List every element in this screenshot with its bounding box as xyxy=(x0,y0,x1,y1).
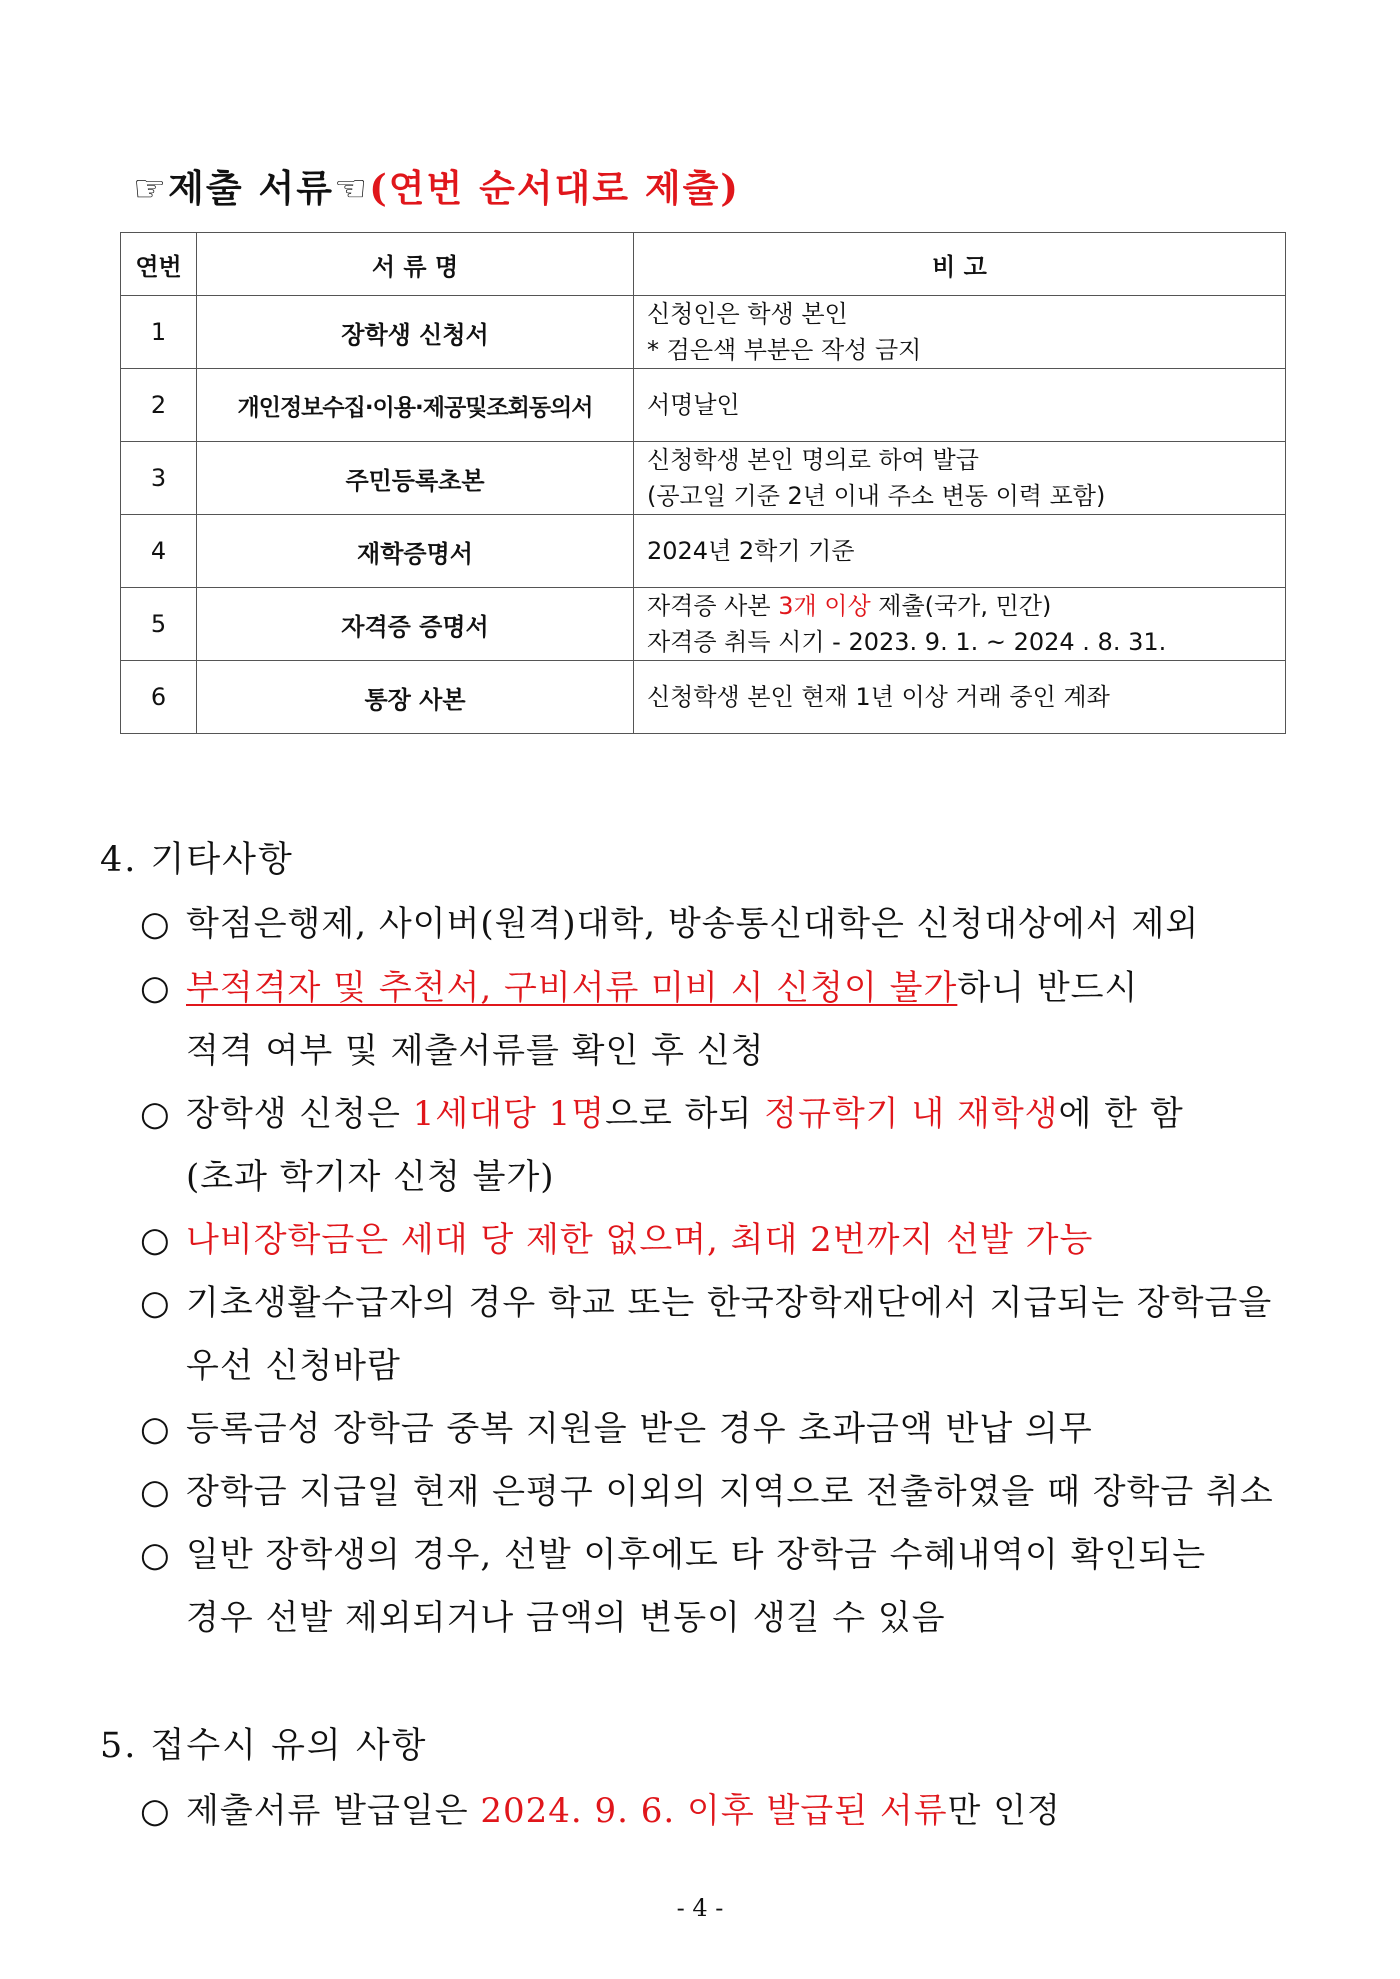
row-number: 1 xyxy=(121,296,197,369)
list-item-text: 에 한 함 xyxy=(1058,1094,1184,1134)
table-header-row xyxy=(121,233,1286,296)
row-document-name: 통장 사본 xyxy=(197,661,634,734)
heading-title: 제출 서류 xyxy=(168,166,335,210)
remarks-line xyxy=(647,588,1285,624)
header-number: 연번 xyxy=(121,233,197,296)
row-remarks xyxy=(634,369,1286,442)
bullet-circle-icon: ○ xyxy=(140,1535,171,1575)
bullet-circle-icon: ○ xyxy=(140,1791,171,1831)
remarks-line: (공고일 기준 2년 이내 주소 변동 이력 포함) xyxy=(647,482,1106,510)
table-row xyxy=(121,296,1286,369)
list-item-highlight: 1세대당 1명 xyxy=(412,1094,606,1134)
bullet-circle-icon: ○ xyxy=(140,904,171,944)
list-item-highlight: 나비장학금은 세대 당 제한 없으며, 최대 2번까지 선발 가능 xyxy=(186,1220,1094,1260)
row-remarks xyxy=(634,588,1286,661)
bullet-circle-icon: ○ xyxy=(140,1220,171,1260)
list-item xyxy=(140,1212,1093,1261)
row-number: 6 xyxy=(121,661,197,734)
table-row xyxy=(121,515,1286,588)
bullet-circle-icon: ○ xyxy=(140,1094,171,1134)
table-row xyxy=(121,369,1286,442)
header-document-name: 서 류 명 xyxy=(197,233,634,296)
remarks-text: 자격증 사본 xyxy=(647,592,779,620)
row-number: 2 xyxy=(121,369,197,442)
list-item-text: 등록금성 장학금 중복 지원을 받은 경우 초과금액 반납 의무 xyxy=(186,1409,1093,1449)
list-item xyxy=(140,1464,1274,1513)
list-item-text: 일반 장학생의 경우, 선발 이후에도 타 장학금 수혜내역이 확인되는 xyxy=(186,1535,1207,1575)
row-document-name: 자격증 증명서 xyxy=(197,588,634,661)
submission-documents-table xyxy=(120,232,1286,734)
row-remarks xyxy=(634,661,1286,734)
list-item-text: 기초생활수급자의 경우 학교 또는 한국장학재단에서 지급되는 장학금을 xyxy=(186,1283,1273,1323)
remarks-line: 2024년 2학기 기준 xyxy=(647,537,855,565)
list-item-text: 장학금 지급일 현재 은평구 이외의 지역으로 전출하였을 때 장학금 취소 xyxy=(186,1472,1274,1512)
heading-subtitle: (연번 순서대로 제출) xyxy=(369,166,740,210)
remarks-text: 제출(국가, 민간) xyxy=(870,592,1052,620)
bullet-circle-icon: ○ xyxy=(140,1283,171,1323)
section-heading xyxy=(133,158,740,212)
remarks-line: 신청인은 학생 본인 xyxy=(647,300,848,328)
pointing-right-hand-icon: ☞ xyxy=(133,167,169,210)
bullet-circle-icon: ○ xyxy=(140,1409,171,1449)
list-item-continuation: 우선 신청바람 xyxy=(186,1346,401,1386)
list-item xyxy=(140,960,1138,1009)
list-item xyxy=(140,1527,1206,1576)
row-document-name: 주민등록초본 xyxy=(197,442,634,515)
list-item-text: 하니 반드시 xyxy=(957,968,1139,1008)
page-number: - 4 - xyxy=(676,1894,724,1922)
table-row xyxy=(121,442,1286,515)
list-item xyxy=(140,1275,1272,1324)
list-item-highlight: 부적격자 및 추천서, 구비서류 미비 시 신청이 불가 xyxy=(186,968,958,1008)
list-item-continuation: (초과 학기자 신청 불가) xyxy=(186,1157,555,1197)
remarks-line: * 검은색 부분은 작성 금지 xyxy=(647,336,922,364)
section-4-title: 4. 기타사항 xyxy=(100,840,294,880)
row-document-name: 장학생 신청서 xyxy=(197,296,634,369)
list-item-text: 제출서류 발급일은 xyxy=(186,1791,481,1831)
row-number: 3 xyxy=(121,442,197,515)
table-row xyxy=(121,588,1286,661)
remarks-highlight: 3개 이상 xyxy=(778,592,871,620)
row-remarks xyxy=(634,296,1286,369)
list-item xyxy=(140,896,1199,945)
remarks-line: 자격증 취득 시기 - 2023. 9. 1. ~ 2024 . 8. 31. xyxy=(647,628,1167,656)
list-item-text: 만 인정 xyxy=(947,1791,1061,1831)
remarks-line: 신청학생 본인 현재 1년 이상 거래 중인 계좌 xyxy=(647,683,1110,711)
list-item-text: 학점은행제, 사이버(원격)대학, 방송통신대학은 신청대상에서 제외 xyxy=(186,904,1200,944)
remarks-line: 신청학생 본인 명의로 하여 발급 xyxy=(647,446,979,474)
list-item-continuation: 경우 선발 제외되거나 금액의 변동이 생길 수 있음 xyxy=(186,1598,946,1638)
header-remarks: 비 고 xyxy=(634,233,1286,296)
bullet-circle-icon: ○ xyxy=(140,968,171,1008)
section-5-title: 5. 접수시 유의 사항 xyxy=(100,1726,428,1766)
list-item-text: 으로 하되 xyxy=(605,1094,765,1134)
list-item xyxy=(140,1086,1184,1135)
bullet-circle-icon: ○ xyxy=(140,1472,171,1512)
list-item xyxy=(140,1783,1061,1832)
row-remarks xyxy=(634,442,1286,515)
table-row xyxy=(121,661,1286,734)
remarks-line: 서명날인 xyxy=(647,391,740,419)
list-item-highlight: 2024. 9. 6. 이후 발급된 서류 xyxy=(480,1791,948,1831)
list-item-text: 장학생 신청은 xyxy=(186,1094,413,1134)
row-document-name: 재학증명서 xyxy=(197,515,634,588)
row-remarks xyxy=(634,515,1286,588)
row-number: 5 xyxy=(121,588,197,661)
row-number: 4 xyxy=(121,515,197,588)
list-item-continuation: 적격 여부 및 제출서류를 확인 후 신청 xyxy=(186,1031,765,1071)
row-document-name: 개인정보수집·이용·제공및조회동의서 xyxy=(197,369,634,442)
list-item xyxy=(140,1401,1093,1450)
pointing-left-hand-icon: ☜ xyxy=(334,167,370,210)
list-item-highlight: 정규학기 내 재학생 xyxy=(764,1094,1059,1134)
